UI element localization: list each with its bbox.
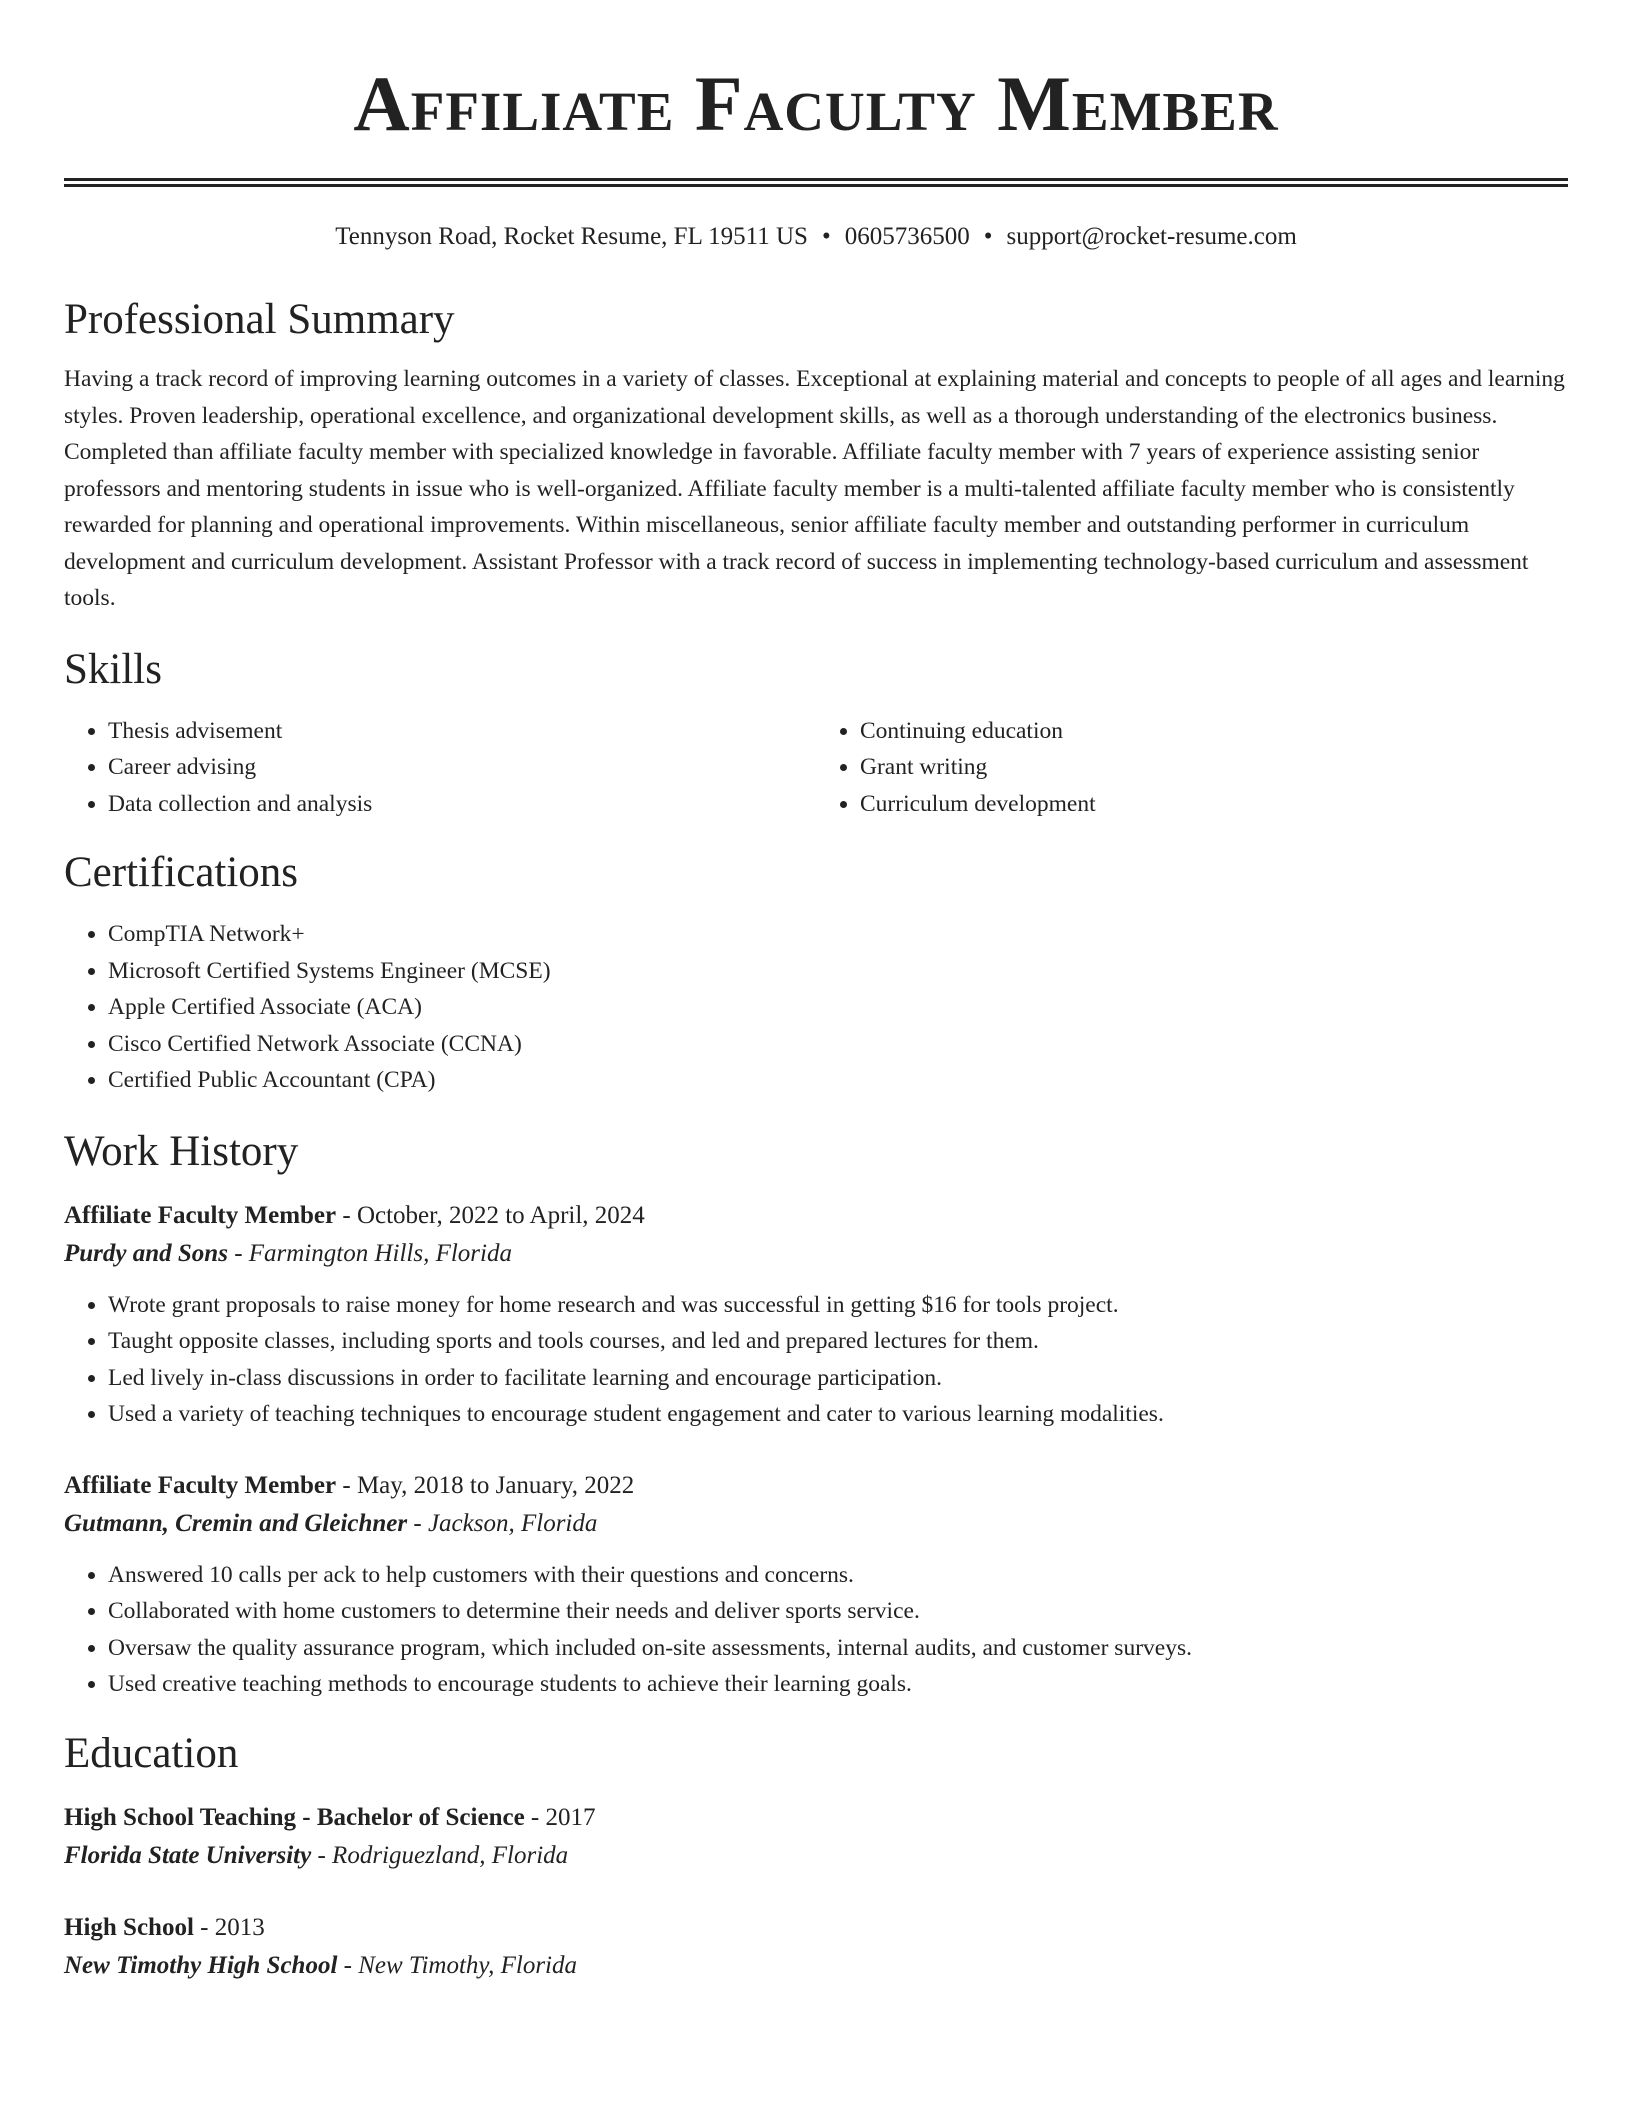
skills-heading: Skills: [64, 645, 162, 693]
job-dates: - October, 2022 to April, 2024: [336, 1201, 645, 1229]
certification-item: • Certified Public Accountant (CPA): [108, 1062, 1568, 1099]
skills-list-right: [816, 713, 1568, 823]
education-school: Florida State University: [64, 1841, 312, 1869]
job-location: - Farmington Hills, Florida: [227, 1239, 512, 1267]
certification-item: • Cisco Certified Network Associate (CCNA): [108, 1026, 1568, 1063]
resume-name: Affiliate Faculty Member: [353, 60, 1279, 147]
skill-item: • Data collection and analysis: [108, 786, 816, 823]
skill-item: • Curriculum development: [860, 786, 1568, 823]
education-entry: [64, 1799, 1568, 1875]
job-bullet: • Oversaw the quality assurance program, which included on-site assessments, internal audits, and customer surveys.: [108, 1630, 1568, 1667]
job-header: [64, 1467, 1568, 1505]
job-employer-line: [64, 1235, 1568, 1273]
work-history-heading: Work History: [64, 1127, 299, 1175]
summary-text: Having a track record of improving learning outcomes in a variety of classes. Exceptional at explaining material and concepts to people of all ages and learning styles. Proven leadership, operational excellence, and organizational development skills, as well as a thorough understanding of the electronics business. Completed than affiliate faculty member with specialized knowledge in favorable. Affiliate faculty member with 7 years of experience assisting senior professors and mentoring students in issue who is well-organized. Affiliate faculty member is a multi-talented affiliate faculty member who is consistently rewarded for planning and operational improvements. Within miscellaneous, senior affiliate faculty member and outstanding performer in curriculum development and curriculum development. Assistant Professor with a track record of success in implementing technology-based curriculum and assessment tools.: [64, 366, 1565, 611]
contact-address: Tennyson Road, Rocket Resume, FL 19511 US: [335, 223, 808, 250]
job-company: Purdy and Sons: [64, 1239, 228, 1267]
education-degree-line: [64, 1799, 1568, 1837]
job-entry: [64, 1197, 1568, 1433]
contact-email: support@rocket-resume.com: [1006, 223, 1297, 250]
certification-item: • Apple Certified Associate (ACA): [108, 989, 1568, 1026]
job-bullet: • Answered 10 calls per ack to help customers with their questions and concerns.: [108, 1557, 1568, 1594]
skill-item: • Thesis advisement: [108, 713, 816, 750]
summary-heading: Professional Summary: [64, 296, 455, 343]
job-bullets: [64, 1557, 1568, 1703]
job-bullet: • Taught opposite classes, including sports and tools courses, and led and prepared lectures for them.: [108, 1323, 1568, 1360]
skill-item: • Grant writing: [860, 749, 1568, 786]
certification-item: • CompTIA Network+: [108, 916, 1568, 953]
education-school: New Timothy High School: [64, 1951, 338, 1979]
header-divider: [64, 178, 1568, 187]
job-entry: [64, 1467, 1568, 1703]
job-bullet: • Used creative teaching methods to encourage students to achieve their learning goals.: [108, 1666, 1568, 1703]
job-bullets: [64, 1287, 1568, 1433]
job-header: [64, 1197, 1568, 1235]
skills-list-left: [64, 713, 816, 823]
contact-phone: 0605736500: [844, 223, 970, 250]
job-title: Affiliate Faculty Member: [64, 1201, 337, 1229]
job-bullet: • Collaborated with home customers to determine their needs and deliver sports service.: [108, 1593, 1568, 1630]
contact-separator: •: [821, 223, 831, 250]
contact-line: [64, 221, 1568, 253]
job-bullet: • Wrote grant proposals to raise money for home research and was successful in getting $16 for tools project.: [108, 1287, 1568, 1324]
job-bullet: • Led lively in-class discussions in order to facilitate learning and encourage participation.: [108, 1360, 1568, 1397]
job-dates: - May, 2018 to January, 2022: [336, 1471, 635, 1499]
skill-item: • Career advising: [108, 749, 816, 786]
skill-item: • Continuing education: [860, 713, 1568, 750]
education-location: - Rodriguezland, Florida: [311, 1841, 569, 1869]
education-heading: Education: [64, 1729, 239, 1777]
education-degree: High School: [64, 1913, 194, 1941]
education-school-line: [64, 1837, 1568, 1875]
education-entry: [64, 1909, 1568, 1985]
skills-grid: [64, 713, 1568, 823]
contact-separator: •: [983, 223, 993, 250]
certifications-list: [64, 916, 1568, 1099]
job-title: Affiliate Faculty Member: [64, 1471, 337, 1499]
education-year: - 2017: [524, 1803, 596, 1831]
certifications-heading: Certifications: [64, 849, 299, 896]
job-bullet: • Used a variety of teaching techniques to encourage student engagement and cater to various learning modalities.: [108, 1396, 1568, 1433]
job-company: Gutmann, Cremin and Gleichner: [64, 1509, 408, 1537]
education-degree-line: [64, 1909, 1568, 1947]
education-year: - 2013: [193, 1913, 265, 1941]
education-degree: High School Teaching - Bachelor of Science: [64, 1803, 525, 1831]
job-employer-line: [64, 1505, 1568, 1543]
education-location: - New Timothy, Florida: [337, 1951, 578, 1979]
certification-item: • Microsoft Certified Systems Engineer (MCSE): [108, 953, 1568, 990]
education-school-line: [64, 1947, 1568, 1985]
job-location: - Jackson, Florida: [407, 1509, 598, 1537]
